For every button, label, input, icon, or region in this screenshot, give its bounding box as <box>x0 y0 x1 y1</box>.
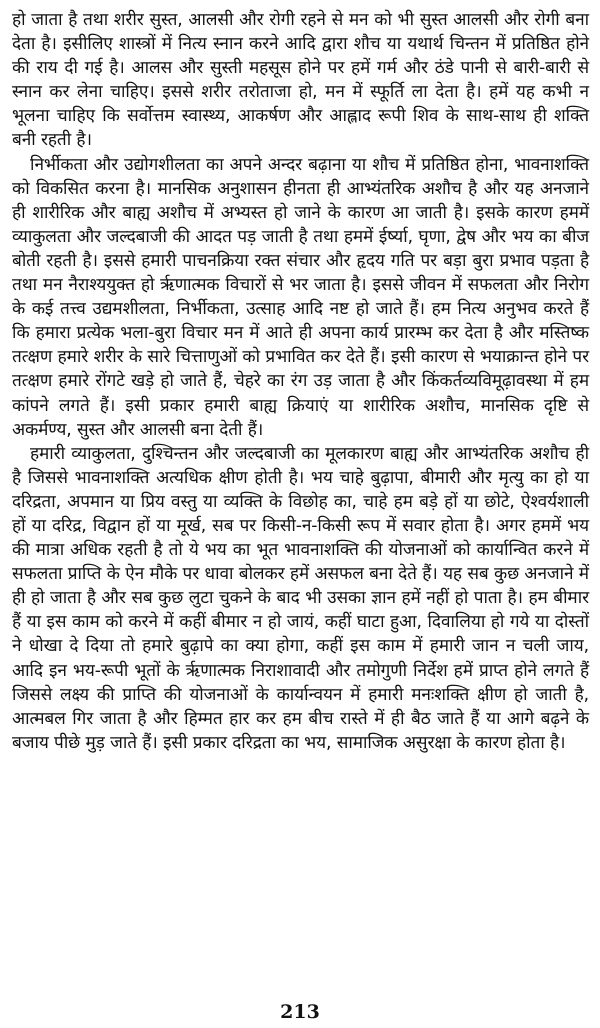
page-number: 213 <box>280 1001 320 1023</box>
book-page <box>12 8 589 755</box>
paragraph-continuation: हो जाता है तथा शरीर सुस्त, आलसी और रोगी रहने से मन को भी सुस्त आलसी और रोगी बना देता है। इसीलिए शास्त्रों में नित्य स्नान करने आदि द्वारा शौच या यथार्थ चिन्तन में प्रतिष्ठित होने की राय दी गई है। आलस और सुस्ती महसूस होने पर हमें गर्म और ठंडे पानी से बारी-बारी से स्नान कर लेना चाहिए। इससे शरीर तरोताजा हो, मन में स्फूर्ति ला देता है। हमें यह कभी न भूलना चाहिए कि सर्वोत्तम स्वास्थ्य, आकर्षण और आह्लाद रूपी शिव के साथ-साथ ही शक्ति बनी रहती है। <box>12 10 589 151</box>
paragraph-anxiety-fear: हमारी व्याकुलता, दुश्चिन्तन और जल्दबाजी का मूलकारण बाह्य और आभ्यंतरिक अशौच ही है जिससे भावनाशक्ति अत्यधिक क्षीण होती है। भय चाहे बुढ़ापा, बीमारी और मृत्यु का हो या दरिद्रता, अपमान या प्रिय वस्तु या व्यक्ति के विछोह का, चाहे हम बड़े हों या छोटे, ऐश्वर्यशाली हों या दरिद्र, विद्वान हों या मूर्ख, सब पर किसी-न-किसी रूप में सवार होता है। अगर हममें भय की मात्रा अधिक रहती है तो ये भय का भूत भावनाशक्ति की योजनाओं को कार्यान्वित करने में सफलता प्राप्ति के ऐन मौके पर धावा बोलकर हमें असफल बना देते हैं। यह सब कुछ अनजाने में ही हो जाता है और सब कुछ लुटा चुकने के बाद भी उसका ज्ञान हमें नहीं हो पाता है। हम बीमार हैं या इस काम को करने में कहीं बीमार न हो जायं, कहीं घाटा हुआ, दिवालिया हो गये या दोस्तों ने धोखा दे दिया तो हमारे बुढ़ापे का क्या होगा, कहीं इस काम में हमारी जान न चली जाय, आदि इन भय-रूपी भूतों के ऋृणात्मक निराशावादी और तमोगुणी निर्देश हमें प्राप्त होने लगते हैं जिससे लक्ष्य की प्राप्ति की योजनाओं के कार्यान्वयन में हमारी मनःशक्ति क्षीण हो जाती है, आत्मबल गिर जाता है और हिम्मत हार कर हम बीच रास्ते में ही बैठ जाते हैं या आगे बढ़ने के बजाय पीछे मुड़ जाते हैं। इसी प्रकार दरिद्रता का भय, सामाजिक असुरक्षा के कारण होता है। <box>12 443 589 753</box>
paragraph-fearlessness: निर्भीकता और उद्योगशीलता का अपने अन्दर बढ़ाना या शौच में प्रतिष्ठित होना, भावनाशक्ति को विकसित करना है। मानसिक अनुशासन हीनता ही आभ्यंतरिक अशौच है और यह अनजाने ही शारीरिक और बाह्य अशौच में अभ्यस्त हो जाने के कारण आ जाती है। इसके कारण हममें व्याकुलता और जल्दबाजी की आदत पड़ जाती है तथा हममें ईर्ष्या, घृणा, द्वेष और भय का बीज बोती रहती है। इससे हमारी पाचनक्रिया रक्त संचार और हृदय गति पर बड़ा बुरा प्रभाव पड़ता है तथा मन नैराश्ययुक्त हो ऋृणात्मक विचारों से भर जाता है। इससे जीवन में सफलता और निरोग के कई तत्त्व उद्यमशीलता, निर्भीकता, उत्साह आदि नष्ट हो जाते हैं। हम नित्य अनुभव करते हैं कि हमारा प्रत्येक भला-बुरा विचार मन में आते ही अपना कार्य प्रारम्भ कर देता है और मस्तिष्क तत्क्षण हमारे शरीर के सारे चित्ताणुओं को प्रभावित कर देते हैं। इसी कारण से भयाक्रान्त होने पर तत्क्षण हमारे रोंगटे खड़े हो जाते हैं, चेहरे का रंग उड़ जाता है और किंकर्तव्यविमूढ़ावस्था में हम कांपने लगते हैं। इसी प्रकार हमारी बाह्य क्रियाएं या शारीरिक अशौच, मानसिक दृष्टि से अकर्मण्य, सुस्त और आलसी बना देती हैं। <box>12 154 589 440</box>
